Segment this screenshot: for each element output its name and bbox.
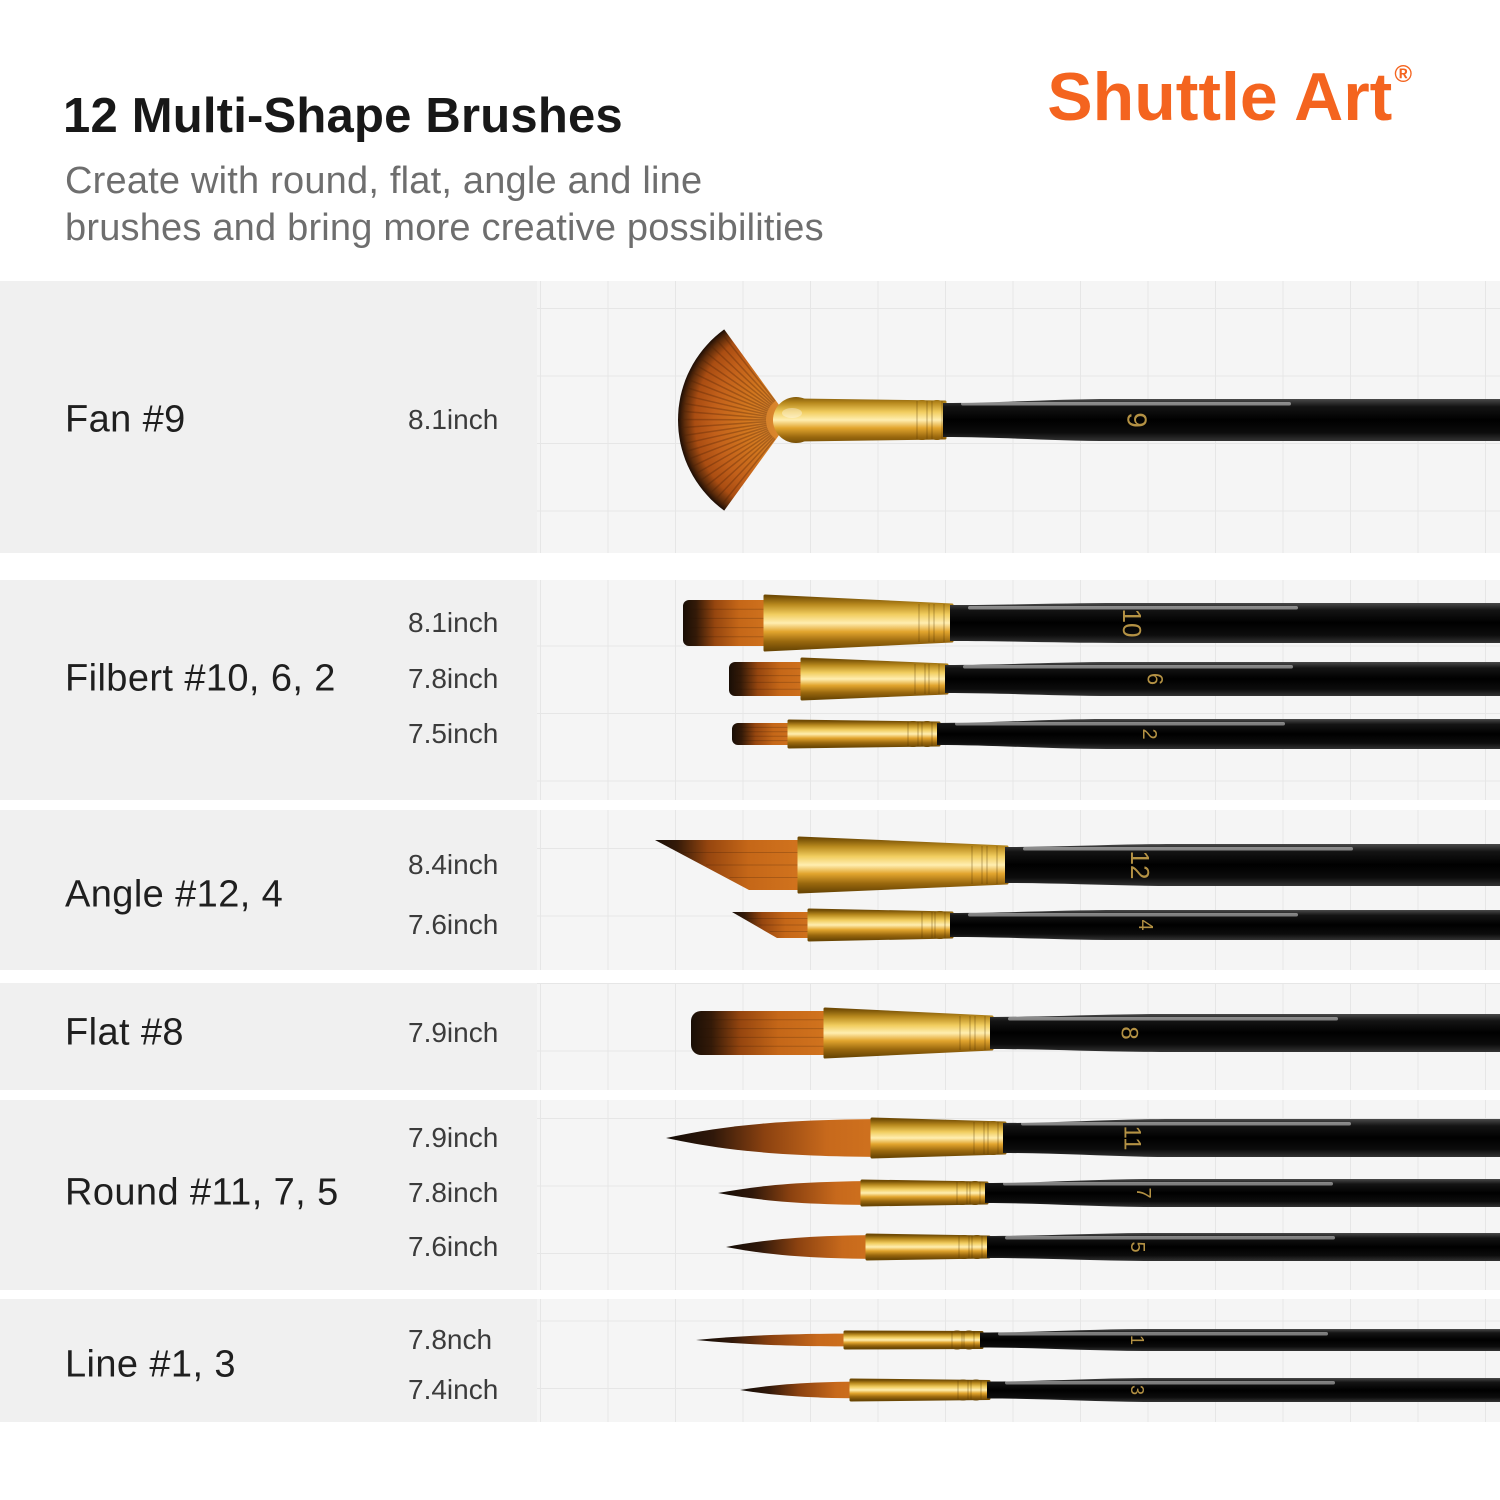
brush-svg	[537, 300, 1500, 540]
brush-svg	[537, 1165, 1500, 1221]
brush-name-line: Line #1, 3	[65, 1343, 236, 1386]
section-angle	[0, 810, 1500, 970]
brush-photo-angle-12	[537, 830, 1500, 900]
brush-svg	[537, 1106, 1500, 1170]
svg-text:1: 1	[1127, 1334, 1147, 1346]
page-subtitle	[65, 158, 824, 252]
length-label: 7.6inch	[408, 1231, 499, 1262]
brush-photo-line-3	[537, 1364, 1500, 1416]
svg-text:4: 4	[1134, 919, 1156, 931]
brush-photo-filbert-6	[537, 648, 1500, 710]
length-label: 8.1inch	[408, 607, 499, 638]
brush-photo-line-1	[537, 1314, 1500, 1366]
svg-text:10: 10	[1117, 608, 1147, 638]
section-round	[0, 1100, 1500, 1290]
length-label: 8.1inch	[408, 404, 499, 435]
brush-svg	[537, 1364, 1500, 1416]
brush-svg	[537, 896, 1500, 954]
svg-text:7: 7	[1132, 1187, 1154, 1199]
brush-name-flat: Flat #8	[65, 1011, 184, 1054]
brand-name: Shuttle Art	[1047, 59, 1393, 135]
svg-text:8: 8	[1115, 1026, 1143, 1040]
brush-name-fan: Fan #9	[65, 398, 186, 441]
length-label: 7.8inch	[408, 1177, 499, 1208]
section-fan	[0, 281, 1500, 553]
svg-text:6: 6	[1142, 672, 1168, 686]
brush-name-round: Round #11, 7, 5	[65, 1171, 339, 1214]
brush-photo-fan-9	[537, 300, 1500, 540]
brush-photo-round-5	[537, 1219, 1500, 1275]
brush-name-angle: Angle #12, 4	[65, 873, 284, 916]
brush-svg	[537, 1219, 1500, 1275]
brush-photo-filbert-2	[537, 706, 1500, 762]
brush-photo-flat-8	[537, 1000, 1500, 1066]
section-line	[0, 1299, 1500, 1422]
brush-svg	[537, 1000, 1500, 1066]
length-label: 7.8inch	[408, 663, 499, 694]
svg-text:11: 11	[1118, 1125, 1146, 1151]
section-filbert	[0, 580, 1500, 800]
brush-svg	[537, 706, 1500, 762]
length-label: 7.6inch	[408, 909, 499, 940]
svg-text:3: 3	[1127, 1384, 1147, 1396]
length-label: 8.4inch	[408, 849, 499, 880]
subtitle-line-2: brushes and bring more creative possibilities	[65, 207, 824, 249]
svg-text:9: 9	[1121, 412, 1153, 428]
svg-text:5: 5	[1126, 1241, 1148, 1253]
svg-text:12: 12	[1125, 850, 1155, 880]
length-label: 7.4inch	[408, 1374, 499, 1405]
brand-logo	[1047, 58, 1412, 136]
svg-text:2: 2	[1138, 728, 1160, 740]
brush-svg	[537, 830, 1500, 900]
brush-svg	[537, 648, 1500, 710]
brush-name-filbert: Filbert #10, 6, 2	[65, 657, 336, 700]
section-flat	[0, 983, 1500, 1090]
length-label: 7.8nch	[408, 1324, 493, 1355]
brush-photo-round-7	[537, 1165, 1500, 1221]
brush-photo-round-11	[537, 1106, 1500, 1170]
length-label: 7.5inch	[408, 718, 499, 749]
page-title: 12 Multi-Shape Brushes	[63, 89, 623, 143]
subtitle-line-1: Create with round, flat, angle and line	[65, 160, 703, 202]
length-label: 7.9inch	[408, 1122, 499, 1153]
brush-svg	[537, 1314, 1500, 1366]
registered-mark-icon: ®	[1394, 61, 1412, 88]
brush-photo-angle-4	[537, 896, 1500, 954]
length-label: 7.9inch	[408, 1017, 499, 1048]
